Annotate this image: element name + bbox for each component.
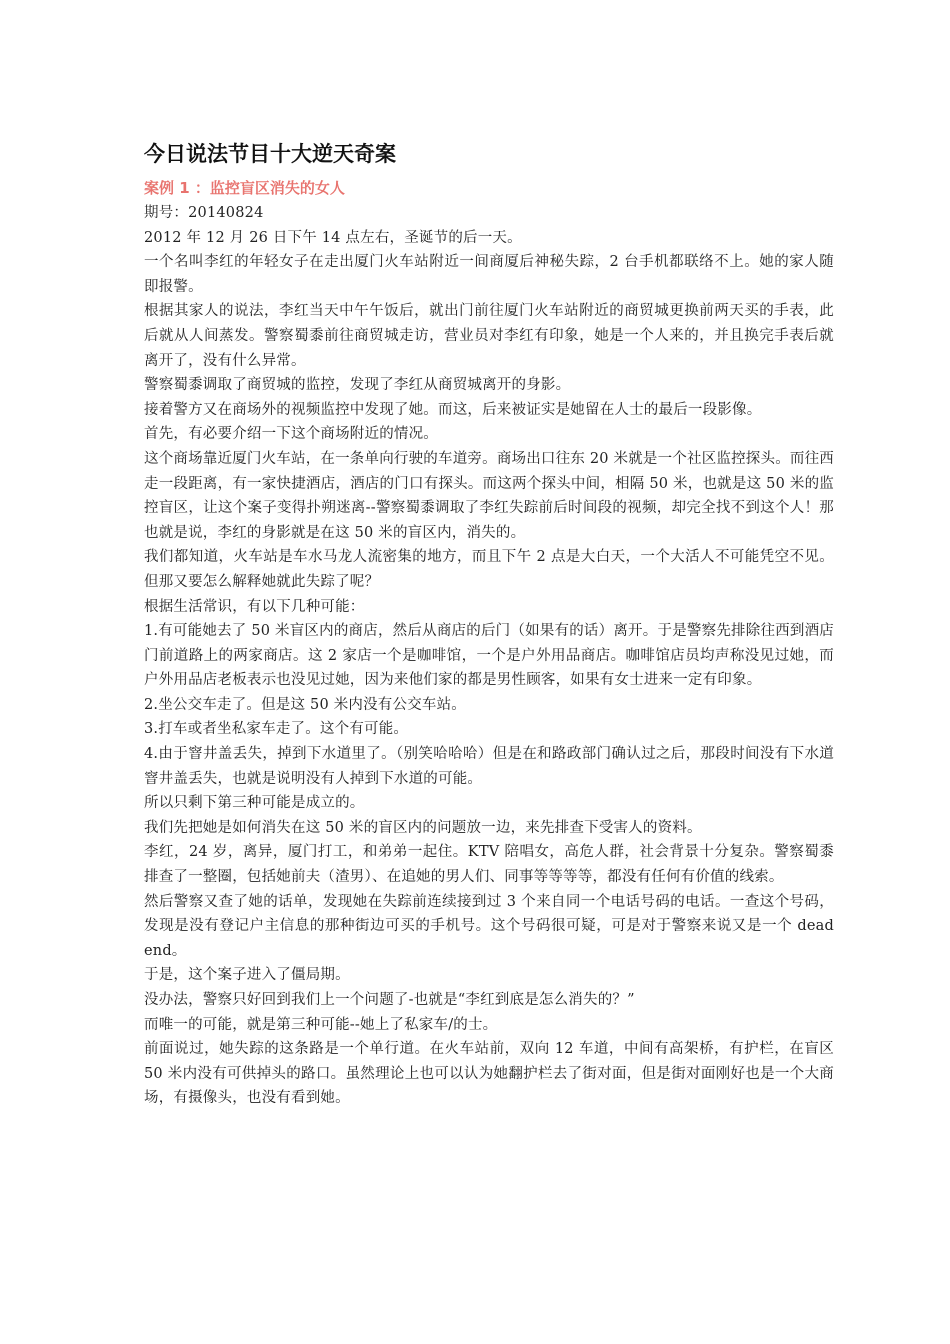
paragraph: 一个名叫李红的年轻女子在走出厦门火车站附近一间商厦后神秘失踪，2 台手机都联络不上。她的家人随即报警。 xyxy=(144,254,834,295)
paragraph: 4.由于窨井盖丢失，掉到下水道里了。（别笑哈哈哈）但是在和路政部门确认过之后，那段时间没有下水道窨井盖丢失，也就是说明没有人掉到下水道的可能。 xyxy=(144,746,834,787)
paragraph: 我们先把她是如何消失在这 50 米的盲区内的问题放一边，来先排查下受害人的资料。 xyxy=(144,819,702,836)
paragraph: 接着警方又在商场外的视频监控中发现了她。而这，后来被证实是她留在人士的最后一段影像。 xyxy=(144,401,762,418)
paragraph: 我们都知道，火车站是车水马龙人流密集的地方，而且下午 2 点是大白天，一个大活人不可能凭空不见。但那又要怎么解释她就此失踪了呢？ xyxy=(144,549,834,590)
paragraph: 李红，24 岁，离异，厦门打工，和弟弟一起住。KTV 陪唱女，高危人群，社会背景十分复杂。警察蜀黍排查了一整圈，包括她前夫（渣男）、在追她的男人们、同事等等等等，都没有任何有价值的线索。 xyxy=(144,844,834,886)
paragraph: 2.坐公交车走了。但是这 50 米内没有公交车站。 xyxy=(144,696,467,713)
paragraph: 所以只剩下第三种可能是成立的。 xyxy=(144,795,365,812)
paragraph: 1.有可能她去了 50 米盲区内的商店，然后从商店的后门（如果有的话）离开。于是警察先排除往西到酒店门前道路上的两家商店。这 2 家店一个是咖啡馆，一个是户外用品商店。咖啡馆店员均声称没见过她，而户外用品店老板表示也没见过她，因为来他们家的都是男性顾客，如果有女士进来一定有印象。 xyxy=(144,623,834,689)
paragraph: 根据其家人的说法，李红当天中午午饭后，就出门前往厦门火车站附近的商贸城更换前两天买的手表，此后就从人间蒸发。警察蜀黍前往商贸城走访，营业员对李红有印象，她是一个人来的，并且换完手表后就离开了，没有什么异常。 xyxy=(144,303,834,369)
paragraph: 前面说过，她失踪的这条路是一个单行道。在火车站前，双向 12 车道，中间有高架桥，有护栏，在盲区 50 米内没有可供掉头的路口。虽然理论上也可以认为她翻护栏去了街对面，但是街对面刚好也是一个大商场，有摄像头，也没有看到她。 xyxy=(144,1041,834,1107)
document-title: 今日说法节目十大逆天奇案 xyxy=(144,142,396,166)
paragraph: 3.打车或者坐私家车走了。这个有可能。 xyxy=(144,721,409,738)
paragraph: 于是，这个案子进入了僵局期。 xyxy=(144,967,350,984)
paragraph: 这个商场靠近厦门火车站，在一条单向行驶的车道旁。商场出口往东 20 米就是一个社区监控探头。而往西走一段距离，有一家快捷酒店，酒店的门口有探头。而这两个探头中间，相隔 50 米，也就是这 50 米的监控盲区，让这个案子变得扑朔迷离--警察蜀黍调取了李红失踪前后时间段的视频，却完全找不到这个人！那也就是说，李红的身影就是在这 50 米的盲区内，消失的。 xyxy=(144,450,834,541)
paragraph: 然后警察又查了她的话单，发现她在失踪前连续接到过 3 个来自同一个电话号码的电话。一查这个号码，发现是没有登记户主信息的那种街边可买的手机号。这个号码很可疑，可是对于警察来说又是一个 dead end。 xyxy=(144,893,834,959)
paragraph: 期号：20140824 xyxy=(144,205,264,221)
paragraph: 没办法，警察只好回到我们上一个问题了-也就是“李红到底是怎么消失的？” xyxy=(144,992,635,1008)
case-heading: 案例 1 ：监控盲区消失的女人 xyxy=(144,179,345,197)
paragraph: 警察蜀黍调取了商贸城的监控，发现了李红从商贸城离开的身影。 xyxy=(144,377,571,394)
document-body xyxy=(144,140,834,1111)
paragraph: 首先，有必要介绍一下这个商场附近的情况。 xyxy=(144,426,438,443)
paragraph: 根据生活常识，有以下几种可能： xyxy=(144,598,365,615)
paragraph: 2012 年 12 月 26 日下午 14 点左右，圣诞节的后一天。 xyxy=(144,229,522,246)
paragraph: 而唯一的可能，就是第三种可能--她上了私家车/的士。 xyxy=(144,1016,498,1033)
